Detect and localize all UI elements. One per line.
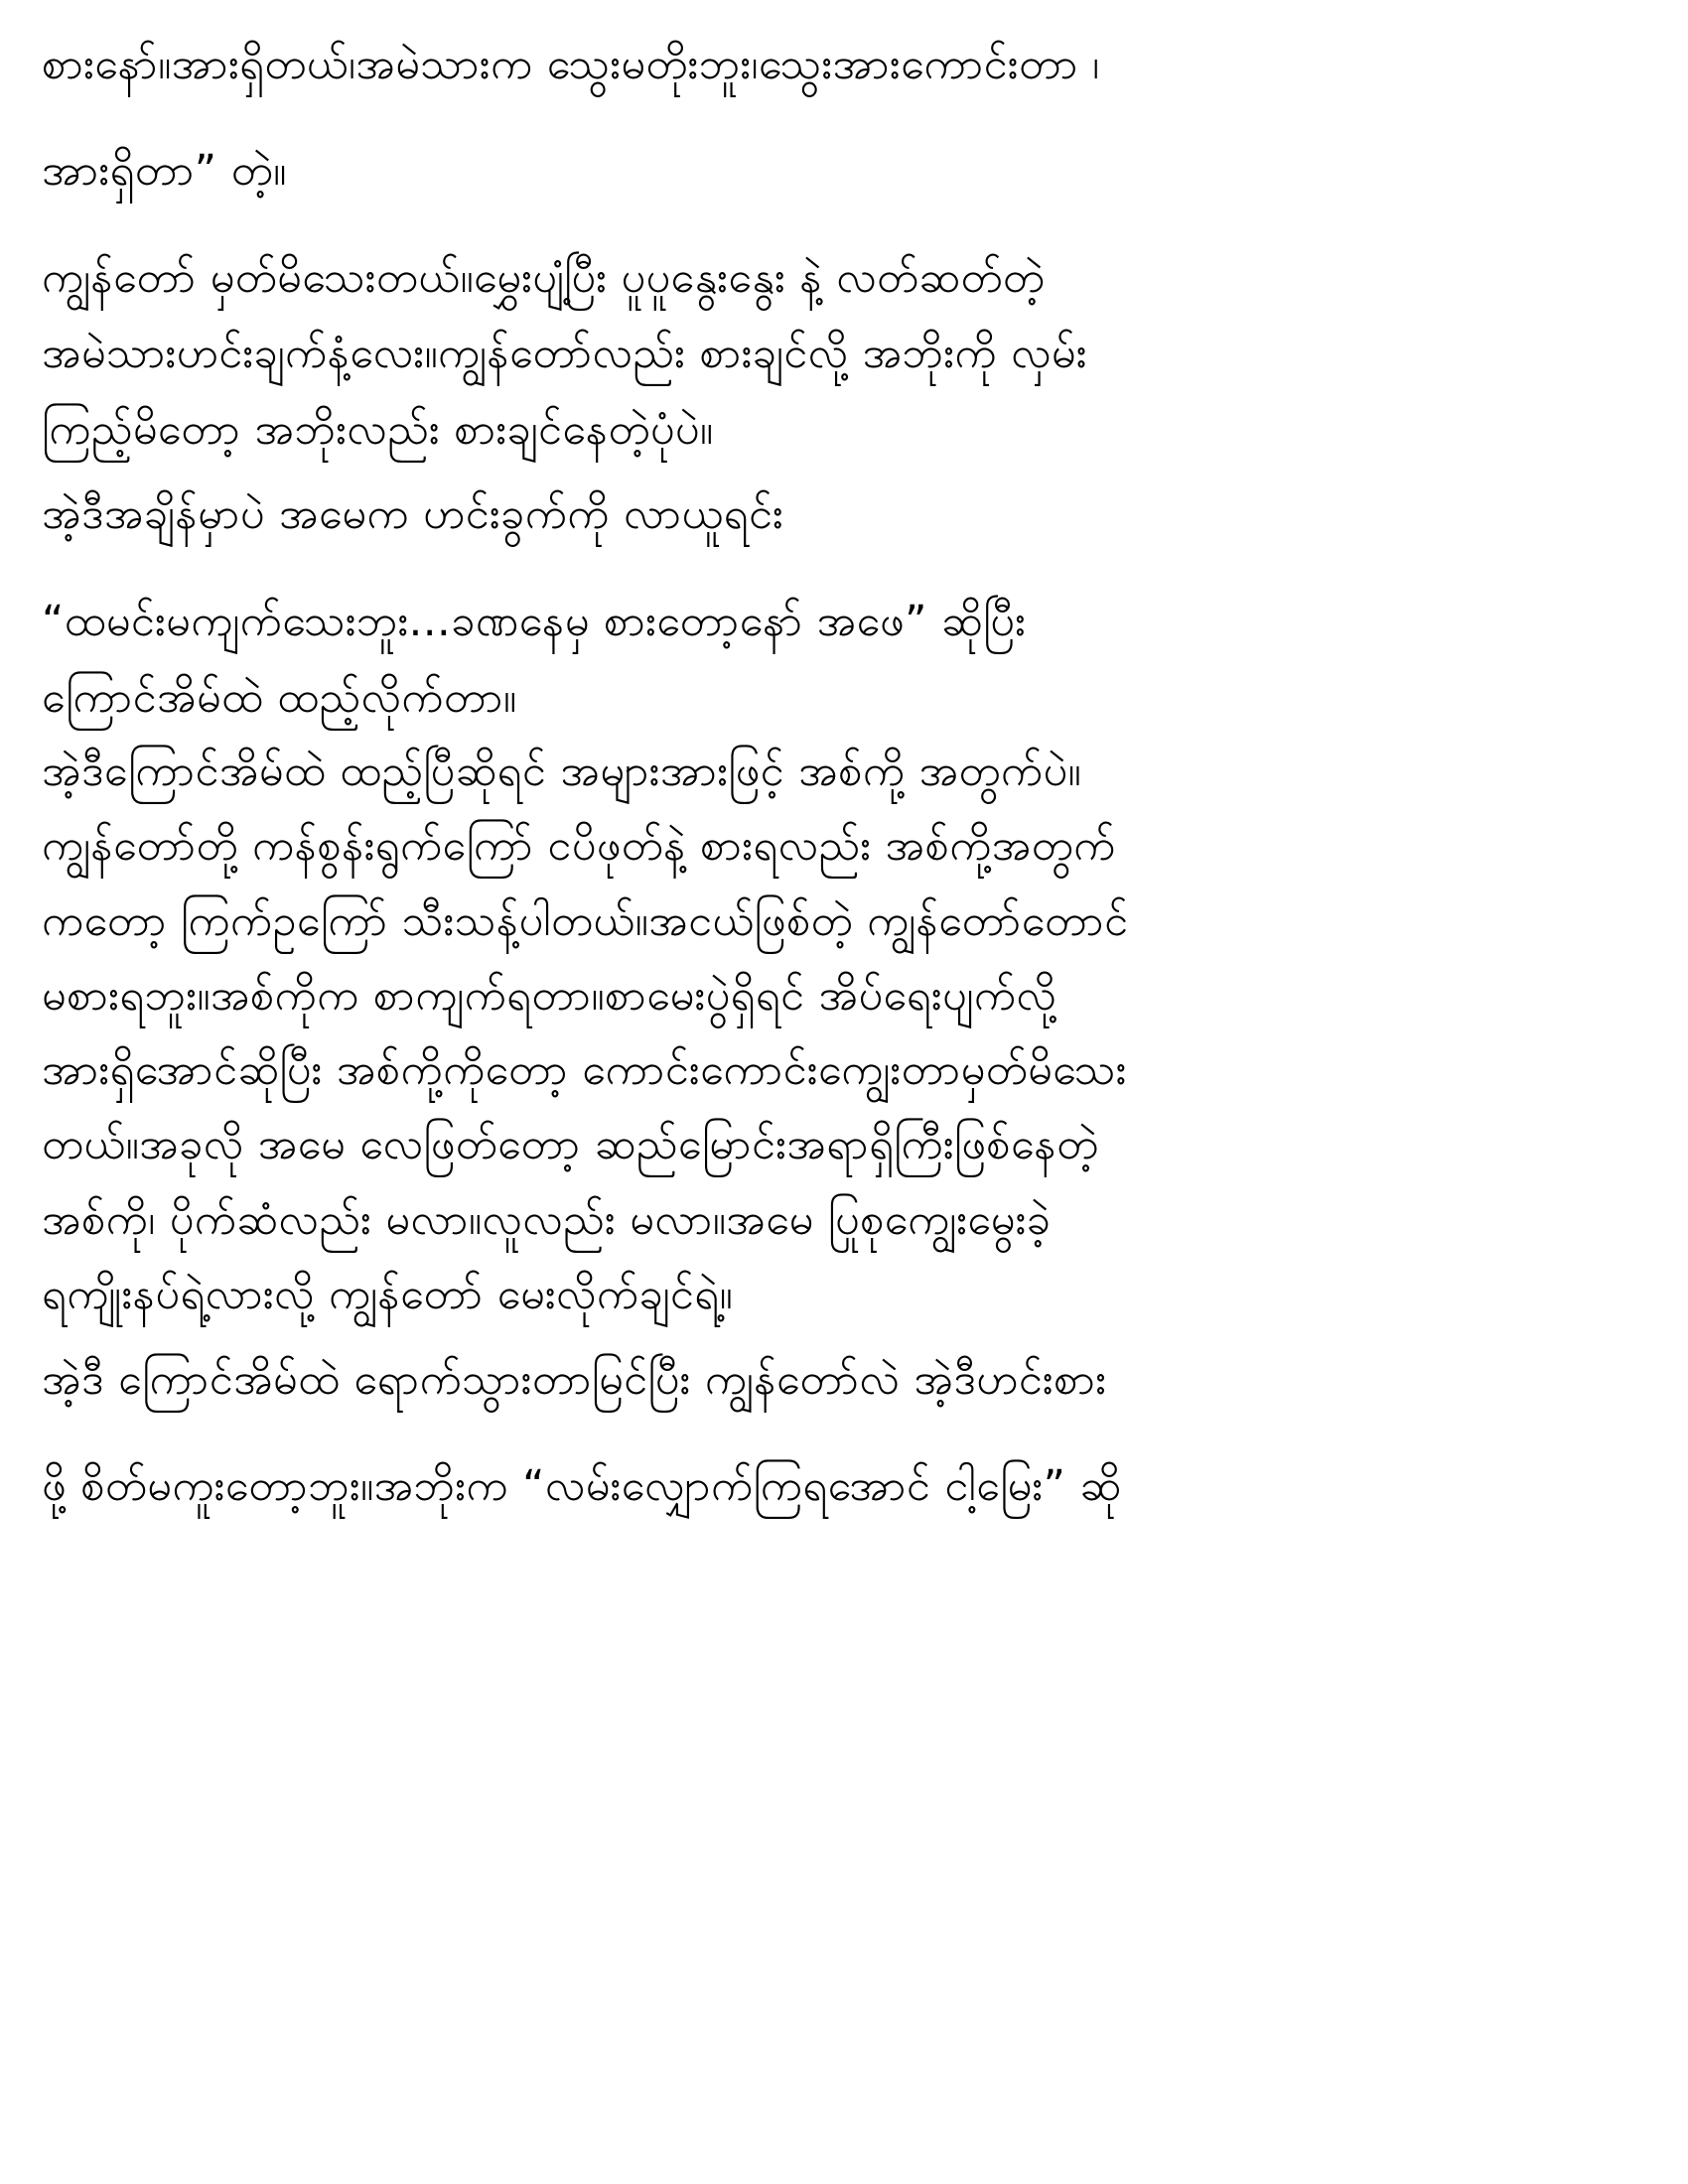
text-line: ကျွန်တော် မှတ်မိသေးတယ်။မွှေးပျံ့ပြီး ပူပူနွေးနွေး နဲ့ လတ်ဆတ်တဲ့ bbox=[42, 253, 1046, 303]
text-line: စားနော်။အားရှိတယ်၊အမဲသားက သွေးမတိုးဘူး၊သွေးအားကောင်းတာ ၊ bbox=[42, 40, 1100, 89]
text-line: အားရှိတာ” တဲ့။ bbox=[42, 146, 287, 196]
text-line: ကတော့ ကြက်ဥကြော် သီးသန့်ပါတယ်။အငယ်ဖြစ်တဲ့ ကျွန်တော်တောင် bbox=[42, 896, 1129, 946]
text-line: အားရှိအောင်ဆိုပြီး အစ်ကို့ကိုတော့ ကောင်းကောင်းကျွေးတာမှတ်မိသေး bbox=[42, 1045, 1127, 1095]
text-line: အဲ့ဒီအချိန်မှာပဲ အမေက ဟင်းခွက်ကို လာယူရင်း bbox=[42, 489, 784, 539]
text-line: “ထမင်းမကျက်သေးဘူး...ခဏနေမှ စားတော့နော် အဖေ” ဆိုပြီး bbox=[42, 597, 1027, 646]
text-line: ကြည့်မိတော့ အဘိုးလည်း စားချင်နေတဲ့ပုံပဲ။ bbox=[42, 405, 714, 455]
text-line: အဲ့ဒီကြောင်အိမ်ထဲ ထည့်ပြီဆိုရင် အများအားဖြင့် အစ်ကို့ အတွက်ပဲ။ bbox=[42, 747, 1082, 796]
text-line: ဖို့ စိတ်မကူးတော့ဘူး။အဘိုးက “လမ်းလျှောက်ကြရအောင် ငါ့မြေး” ဆို bbox=[42, 1461, 1122, 1511]
text-line: မစားရဘူး။အစ်ကိုက စာကျက်ရတာ။စာမေးပွဲရှိရင် အိပ်ရေးပျက်လို့ bbox=[42, 971, 1057, 1021]
text-line: ကျွန်တော်တို့ ကန်စွန်းရွက်ကြော် ငပိဖုတ်နဲ့ စားရလည်း အစ်ကို့အတွက် bbox=[42, 821, 1116, 871]
text-line: တယ်။အခုလို အမေ လေဖြတ်တော့ ဆည်မြောင်းအရာရှိကြီးဖြစ်နေတဲ့ bbox=[42, 1120, 1099, 1169]
text-line: အစ်ကို၊ ပိုက်ဆံလည်း မလာ။လူလည်း မလာ။အမေ ပြုစုကျွေးမွေးခဲ့ bbox=[42, 1195, 1052, 1245]
text-line: ရကျိုးနပ်ရဲ့လားလို့ ကျွန်တော် မေးလိုက်ချင်ရဲ့။ bbox=[42, 1270, 733, 1319]
text-line: အဲ့ဒီ ကြောင်အိမ်ထဲ ရောက်သွားတာမြင်ပြီး ကျွန်တော်လဲ အဲ့ဒီဟင်းစား bbox=[42, 1355, 1107, 1405]
text-line: အမဲသားဟင်းချက်နံ့လေး။ကျွန်တော်လည်း စားချင်လို့ အဘိုးကို လှမ်း bbox=[42, 329, 1087, 378]
text-line: ကြောင်အိမ်ထဲ ထည့်လိုက်တာ။ bbox=[42, 673, 517, 723]
